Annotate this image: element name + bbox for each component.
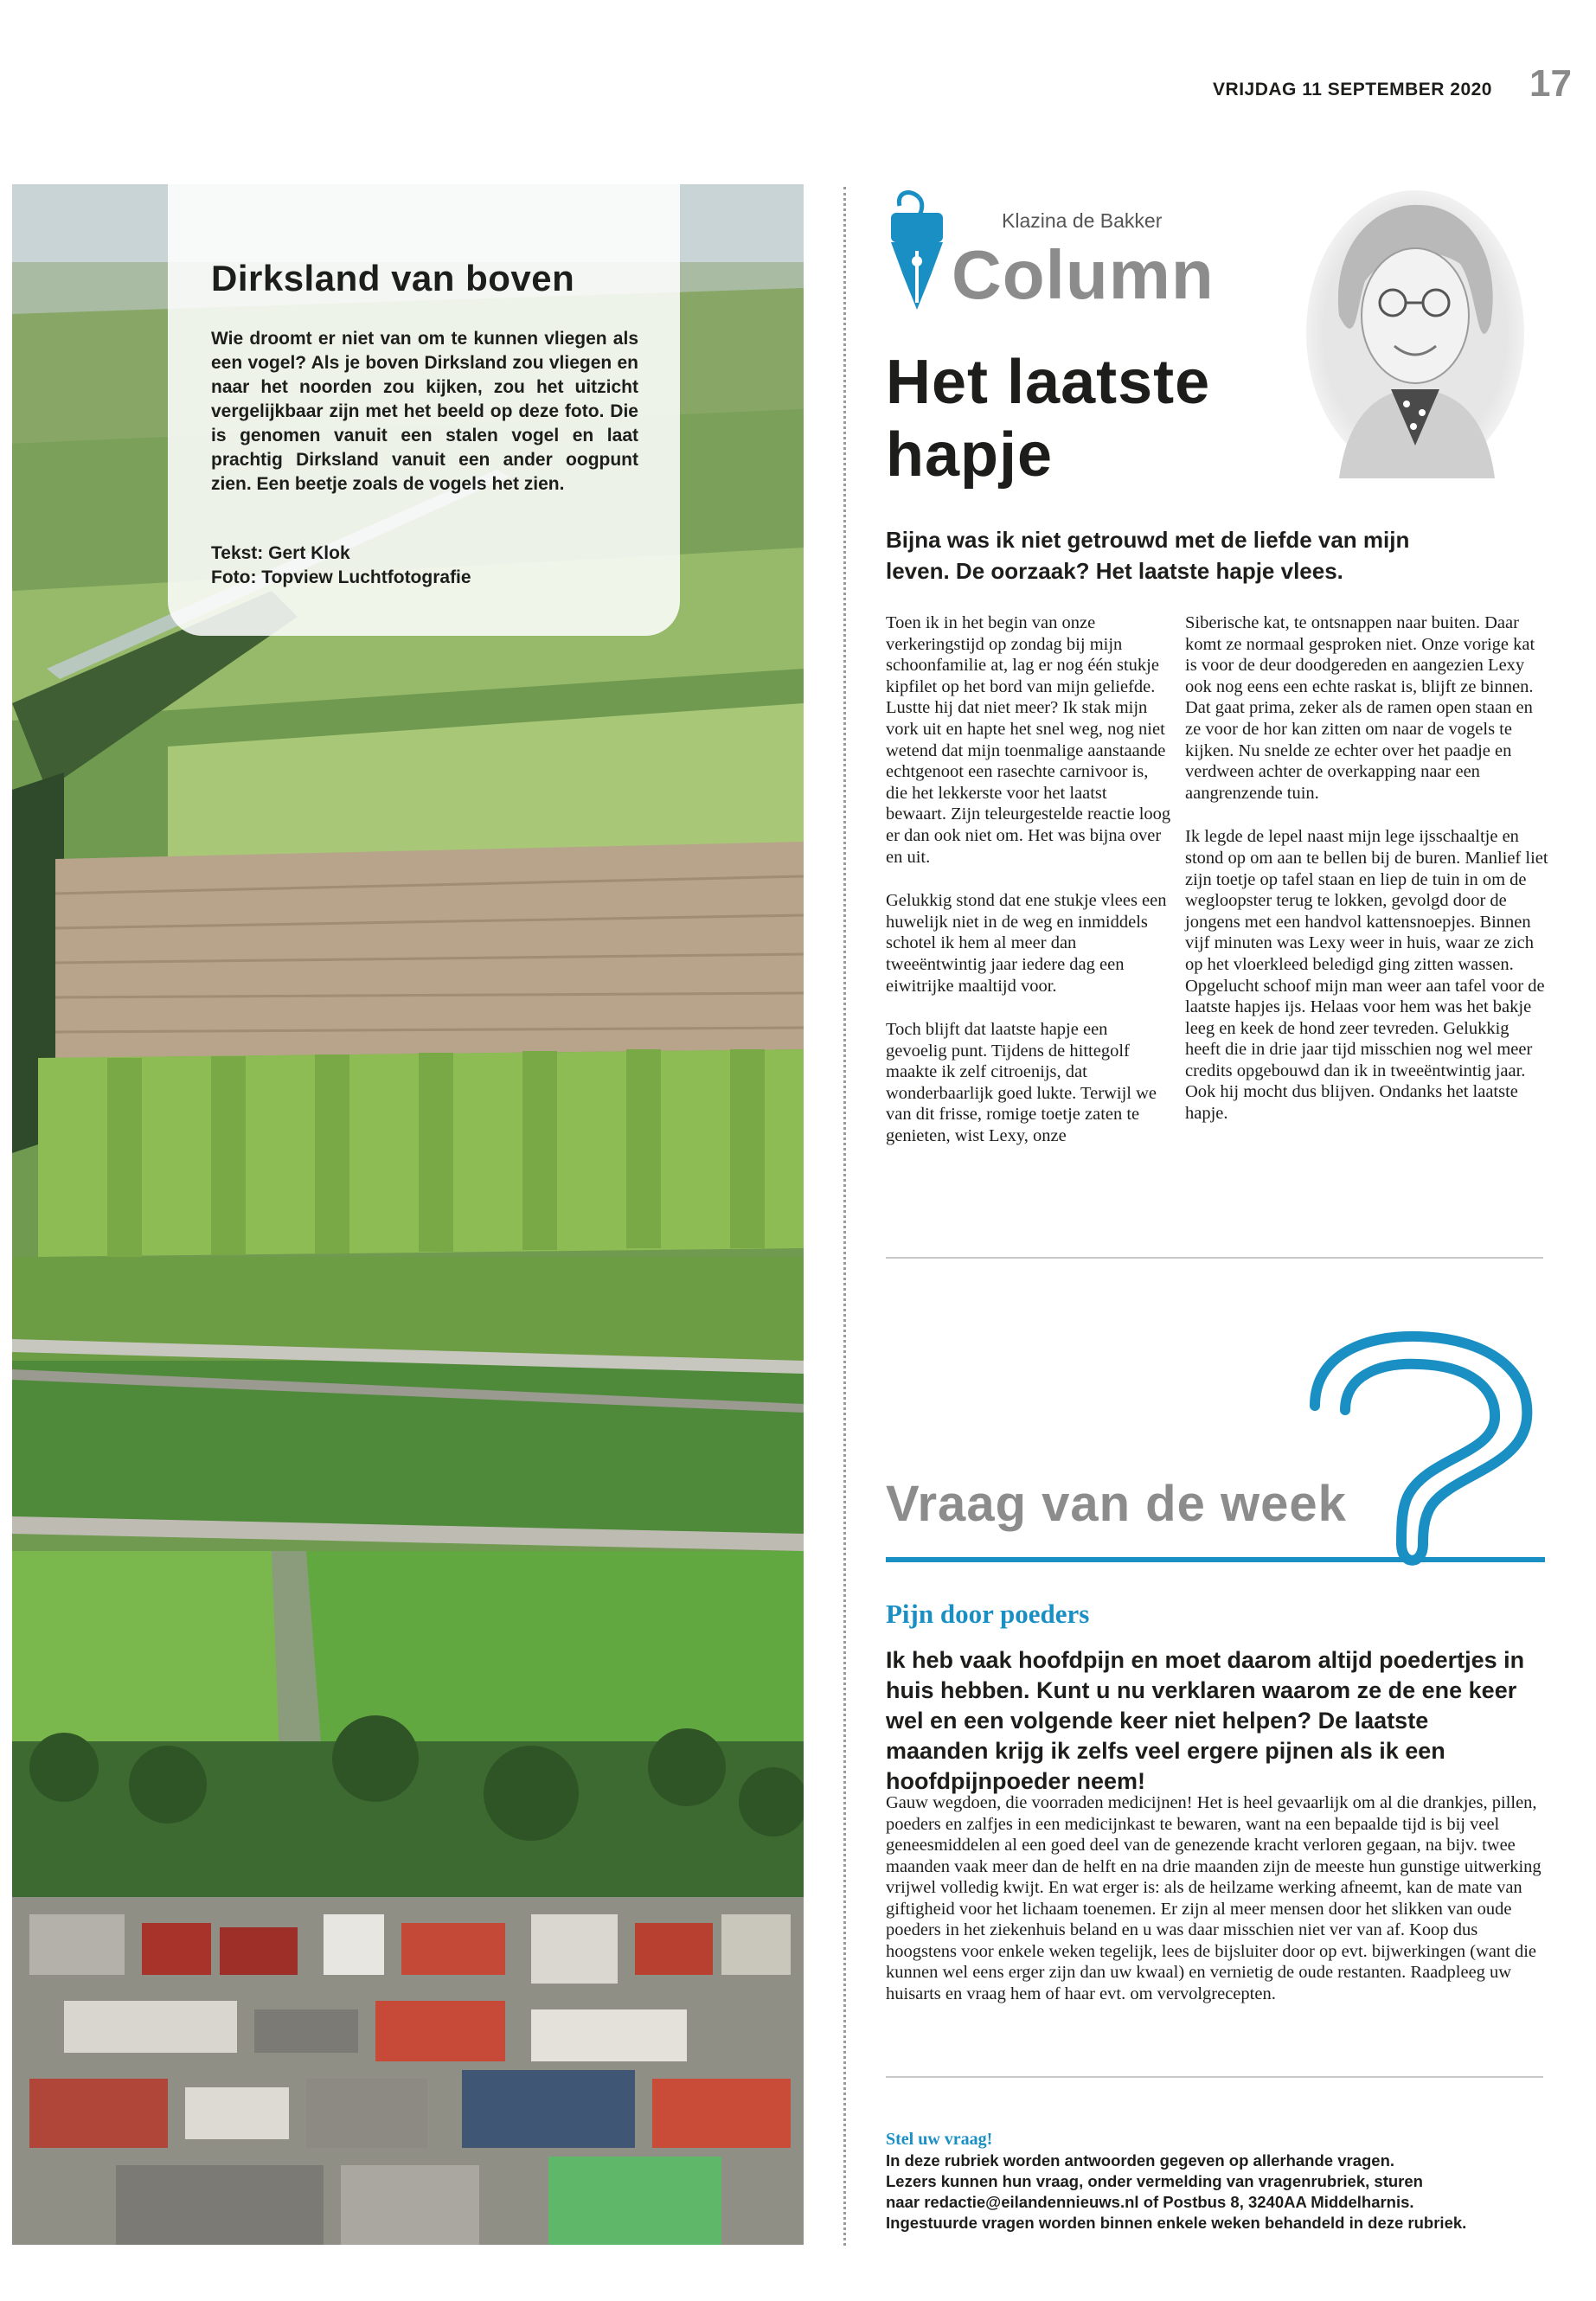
text-credit: Tekst: Gert Klok (211, 543, 350, 563)
photo-feature-body: Wie droomt er niet van om te kunnen vliegen als een vogel? Als je boven Dirksland zou vliegen en naar het noorden zou kijken, zou het uitzicht vergelijkbaar zijn met het beeld op deze foto. Die is genomen vanuit een stalen vogel en laat prachtig Dirksland vanuit een ander oogpunt zien. Een beetje zoals de vogels het zien. (211, 329, 638, 494)
paragraph: Toen ik in het begin van onze verkeringstijd op zondag bij mijn schoonfamilie at, lag er nog één stukje kipfilet op het bord van mijn geliefde. Lustte hij dat niet meer? Ik stak mijn vork uit en hapte het snel weg, nog niet wetend dat mijn toenmalige aanstaande echtgenoot een rasechte carnivoor is, die het lekkerste voor het laatst bewaart. Zijn teleurgestelde reactie loog er dan ook niet om. Het was bijna over en uit. (886, 613, 1171, 867)
vraag-title: Vraag van de week (886, 1476, 1347, 1532)
pen-mouse-icon (884, 189, 950, 318)
footer-line: Ingestuurde vragen worden binnen enkele weken behandeld in deze rubriek. (886, 2214, 1467, 2232)
photo-feature-title: Dirksland van boven (211, 258, 575, 298)
stel-uw-vraag-body (886, 2150, 1569, 2234)
paragraph: Gelukkig stond dat ene stukje vlees een huwelijk niet in de weg en inmiddels schotel ik hem al meer dan tweeëntwintig jaar iedere dag een eiwitrijke maaltijd voor. (886, 891, 1167, 996)
author-portrait (1304, 186, 1526, 478)
headline-line-2: hapje (886, 420, 1054, 490)
issue-date: VRIJDAG 11 SEPTEMBER 2020 (1213, 80, 1492, 99)
answer-text: Gauw wegdoen, die voorraden medicijnen! Het is heel gevaarlijk om al die drankjes, pillen, poeders en zalfjes in een medicijnkast te bewaren, want na een bepaalde tijd is bij veel geneesmiddelen al een goed deel van de genezende kracht verloren gegaan, na bijv. twee maanden vaak meer dan de helft en na drie maanden zijn de meeste hun gunstige uitwerking vrijwel volledig kwijt. En wat erger is: als de heilzame werking afneemt, kan de mate van giftigheid voor het lichaam toenemen. Er zijn al meer mensen door het slikken van oude poeders in het ziekenhuis beland en u was daar misschien niet ver van af. Koop dus hoogstens voor enkele weken tegelijk, lees de bijsluiter door op evt. bijwerkingen (want die kunnen wel eens erger zijn dan uw kwaal) en vernietig de oude restanten. Raadpleeg uw huisarts en vraag hem of haar evt. om vervolgrecepten. (886, 1793, 1542, 2003)
question-mark-icon (1280, 1328, 1557, 1579)
footer-line: Lezers kunnen hun vraag, onder vermelding van vragenrubriek, sturen (886, 2172, 1423, 2190)
paragraph: Ik legde de lepel naast mijn lege ijsschaaltje en stond op om aan te bellen bij de buren. Manlief liet zijn toetje op tafel staan en liep de tuin in om de wegloopster terug te lokken, gevolgd door de jongens met een handvol kattensnoepjes. Binnen vijf minuten was Lexy weer in huis, waar ze zich op het vloerkleed beledigd ging zitten wassen. Opgelucht schoof mijn man weer aan tafel voor de laatste hapjes ijs. Helaas voor hem was het bakje leeg en keek de hond zeer tevreden. Gelukkig heeft die in drie jaar tijd misschien nog wel meer credits opgebouwd dan ik in tweeëntwintig jaar. Ook hij mocht dus blijven. Ondanks het laatste hapje. (1185, 827, 1548, 1124)
paragraph: Toch blijft dat laatste hapje een gevoelig punt. Tijdens de hittegolf maakte ik zelf citroenijs, dat wonderbaarlijk goed lukte. Terwijl we van dit frisse, romige toetje zaten te genieten, wist Lexy, onze (886, 1020, 1157, 1146)
footer-line: naar redactie@eilandennieuws.nl of Postbus 8, 3240AA Middelharnis. (886, 2193, 1414, 2211)
column-text-left (886, 612, 1171, 1170)
question-subtitle: Pijn door poeders (886, 1599, 1090, 1629)
divider (886, 2076, 1543, 2078)
divider (886, 1257, 1543, 1259)
column-label: Column (952, 236, 1215, 313)
column-author: Klazina de Bakker (1002, 209, 1163, 232)
footer-line: In deze rubriek worden antwoorden gegeven op allerhande vragen. (886, 2151, 1395, 2170)
photo-credits (211, 542, 471, 590)
vraag-underline (886, 1557, 1545, 1562)
page-number: 17 (1529, 62, 1572, 105)
photo-credit: Foto: Topview Luchtfotografie (211, 567, 471, 587)
paragraph: Siberische kat, te ontsnappen naar buiten. Daar komt ze normaal gesproken niet. Onze vorige kat is voor de deur doodgereden en aangezien Lexy ook nog eens een echte raskat is, blijft ze binnen. Dat gaat prima, zeker als de ramen open staan en ze voor de hor kan zitten om naar de vogels te kijken. Nu snelde ze echter over het paadje en verdween achter de overkapping naar een aangrenzende tuin. (1185, 613, 1535, 803)
stel-uw-vraag-title: Stel uw vraag! (886, 2130, 993, 2149)
question-text: Ik heb vaak hoofdpijn en moet daarom altijd poedertjes in huis hebben. Kunt u nu verklaren waarom ze de ene keer wel en een volgende keer niet helpen? De laatste maanden krijg ik zelfs veel ergere pijnen als ik een hoofdpijnpoeder neem! (886, 1647, 1525, 1794)
column-headline (886, 346, 1301, 491)
column-separator (843, 187, 846, 2246)
column-lead: Bijna was ik niet getrouwd met de liefde van mijn leven. De oorzaak? Het laatste hapje vlees. (886, 527, 1410, 584)
headline-line-1: Het laatste (886, 348, 1211, 417)
column-text-right (1185, 612, 1548, 1147)
